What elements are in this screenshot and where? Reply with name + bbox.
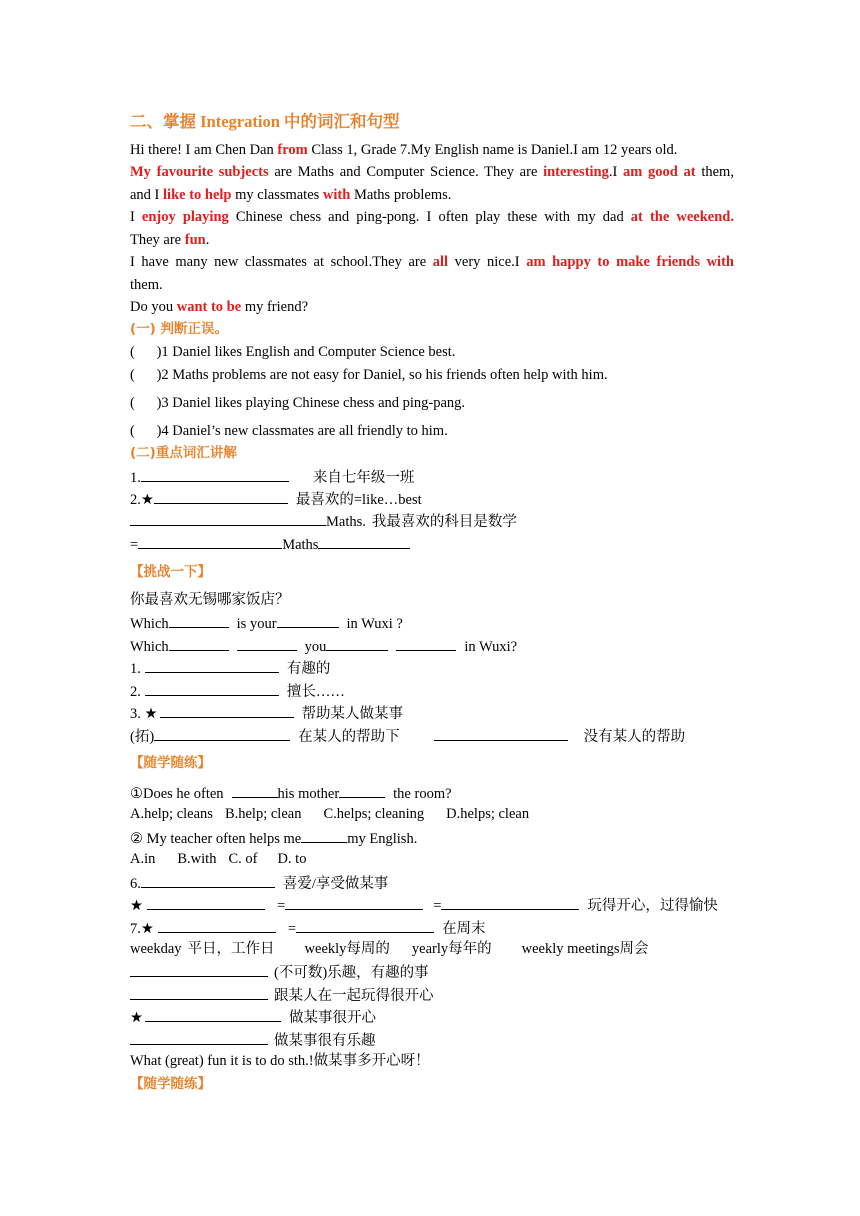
- challenge-title: 【挑战一下】: [130, 564, 211, 580]
- vocab-item-6: 6. 喜爱/享受做某事: [130, 872, 388, 892]
- answer-blank[interactable]: [130, 510, 326, 526]
- part2-title: (二)重点词汇讲解: [130, 445, 237, 461]
- answer-blank[interactable]: [301, 827, 347, 843]
- practice-question-2: ② My teacher often helps me my English.: [130, 827, 417, 847]
- option-a[interactable]: A.in: [130, 851, 156, 867]
- option-a[interactable]: A.help; cleans: [130, 806, 213, 822]
- answer-blank[interactable]: [130, 961, 268, 977]
- answer-paren[interactable]: ( ): [130, 344, 162, 360]
- challenge-line-2: Which you in Wuxi?: [130, 635, 517, 655]
- passage-line-3: and I like to help my classmates with Maths problems.: [130, 187, 452, 203]
- section-title: 二、掌握 Integration 中的词汇和句型: [130, 112, 400, 131]
- practice2-title: 【随学随练】: [130, 1076, 211, 1092]
- answer-blank[interactable]: [232, 782, 278, 798]
- passage-line-5: They are fun.: [130, 232, 210, 248]
- fun-line-1: (不可数)乐趣，有趣的事: [130, 961, 429, 981]
- vocab-item-2: 2. 擅长……: [130, 680, 345, 700]
- answer-blank[interactable]: [237, 635, 297, 651]
- fun-line-3: ★ 做某事很开心: [130, 1006, 376, 1026]
- answer-paren[interactable]: ( ): [130, 395, 162, 411]
- vocab-item-6b: ★ = = 玩得开心，过得愉快: [130, 894, 718, 914]
- answer-blank[interactable]: [326, 635, 388, 651]
- answer-paren[interactable]: ( ): [130, 367, 162, 383]
- answer-blank[interactable]: [285, 894, 423, 910]
- answer-blank[interactable]: [130, 984, 268, 1000]
- answer-blank[interactable]: [169, 635, 229, 651]
- answer-blank[interactable]: [154, 488, 288, 504]
- answer-blank[interactable]: [277, 612, 339, 628]
- vocab-item-4: (拓) 在某人的帮助下 没有某人的帮助: [130, 725, 685, 745]
- answer-blank[interactable]: [145, 657, 279, 673]
- answer-blank[interactable]: [318, 533, 410, 549]
- answer-blank[interactable]: [154, 725, 290, 741]
- fun-line-2: 跟某人在一起玩得很开心: [130, 984, 434, 1004]
- passage-line-7: them.: [130, 277, 163, 293]
- passage-line-1: Hi there! I am Chen Dan from Class 1, Grade 7.My English name is Daniel.I am 12 years old.: [130, 142, 678, 158]
- practice-question-1: ①Does he often his mother the room?: [130, 782, 452, 802]
- answer-blank[interactable]: [141, 872, 275, 888]
- answer-blank[interactable]: [434, 725, 568, 741]
- vocab-line-3: Maths. 我最喜欢的科目是数学: [130, 510, 517, 530]
- judge-item-4: ( )4 Daniel’s new classmates are all friendly to him.: [130, 423, 448, 439]
- weekday-line: weekday 平日，工作日 weekly每周的 yearly每年的 weekly meetings周会: [130, 941, 649, 957]
- fun-line-5: What (great) fun it is to do sth.!做某事多开心呀！: [130, 1053, 430, 1069]
- option-b[interactable]: B.help; clean: [224, 806, 302, 822]
- option-c[interactable]: C. of: [228, 851, 258, 867]
- option-b[interactable]: B.with: [177, 851, 217, 867]
- answer-blank[interactable]: [296, 917, 434, 933]
- answer-blank[interactable]: [441, 894, 579, 910]
- answer-blank[interactable]: [145, 680, 279, 696]
- answer-paren[interactable]: ( ): [130, 423, 162, 439]
- answer-blank[interactable]: [169, 612, 229, 628]
- vocab-line-2: 2.★ 最喜欢的=like…best: [130, 488, 422, 508]
- vocab-item-1: 1. 有趣的: [130, 657, 330, 677]
- vocab-item-3: 3. ★ 帮助某人做某事: [130, 702, 403, 722]
- vocab-line-4: = Maths: [130, 533, 410, 553]
- judge-item-3: ( )3 Daniel likes playing Chinese chess and ping-pang.: [130, 395, 466, 411]
- answer-blank[interactable]: [396, 635, 456, 651]
- option-d[interactable]: D.helps; clean: [446, 806, 530, 822]
- judge-item-2: ( )2 Maths problems are not easy for Daniel, so his friends often help with him.: [130, 367, 608, 383]
- challenge-question: 你最喜欢无锡哪家饭店？: [130, 592, 290, 608]
- answer-blank[interactable]: [130, 1029, 268, 1045]
- answer-blank[interactable]: [147, 894, 265, 910]
- practice-options-1: [130, 804, 529, 824]
- answer-blank[interactable]: [138, 533, 282, 549]
- passage-line-4: I enjoy playing Chinese chess and ping-pong. I often play these with my dad at the weekend.: [130, 209, 734, 225]
- vocab-item-7: 7.★ = 在周末: [130, 917, 486, 937]
- answer-blank[interactable]: [158, 917, 276, 933]
- fun-line-4: 做某事很有乐趣: [130, 1029, 376, 1049]
- answer-blank[interactable]: [145, 1006, 281, 1022]
- answer-blank[interactable]: [141, 466, 289, 482]
- option-d[interactable]: D. to: [277, 851, 307, 867]
- practice1-title: 【随学随练】: [130, 755, 211, 771]
- answer-blank[interactable]: [160, 702, 294, 718]
- judge-item-1: ( )1 Daniel likes English and Computer Science best.: [130, 344, 456, 360]
- challenge-line-1: Which is your in Wuxi ?: [130, 612, 403, 632]
- vocab-line-1: 1. 来自七年级一班: [130, 466, 414, 486]
- passage-line-6: I have many new classmates at school.They are all very nice.I am happy to make friends with: [130, 254, 734, 270]
- answer-blank[interactable]: [339, 782, 385, 798]
- option-c[interactable]: C.helps; cleaning: [323, 806, 425, 822]
- passage-line-2: My favourite subjects are Maths and Computer Science. They are interesting.I am good at them,: [130, 164, 734, 180]
- practice-options-2: [130, 849, 306, 869]
- passage-line-8: Do you want to be my friend?: [130, 299, 309, 315]
- part1-title: (一) 判断正误。: [130, 321, 229, 337]
